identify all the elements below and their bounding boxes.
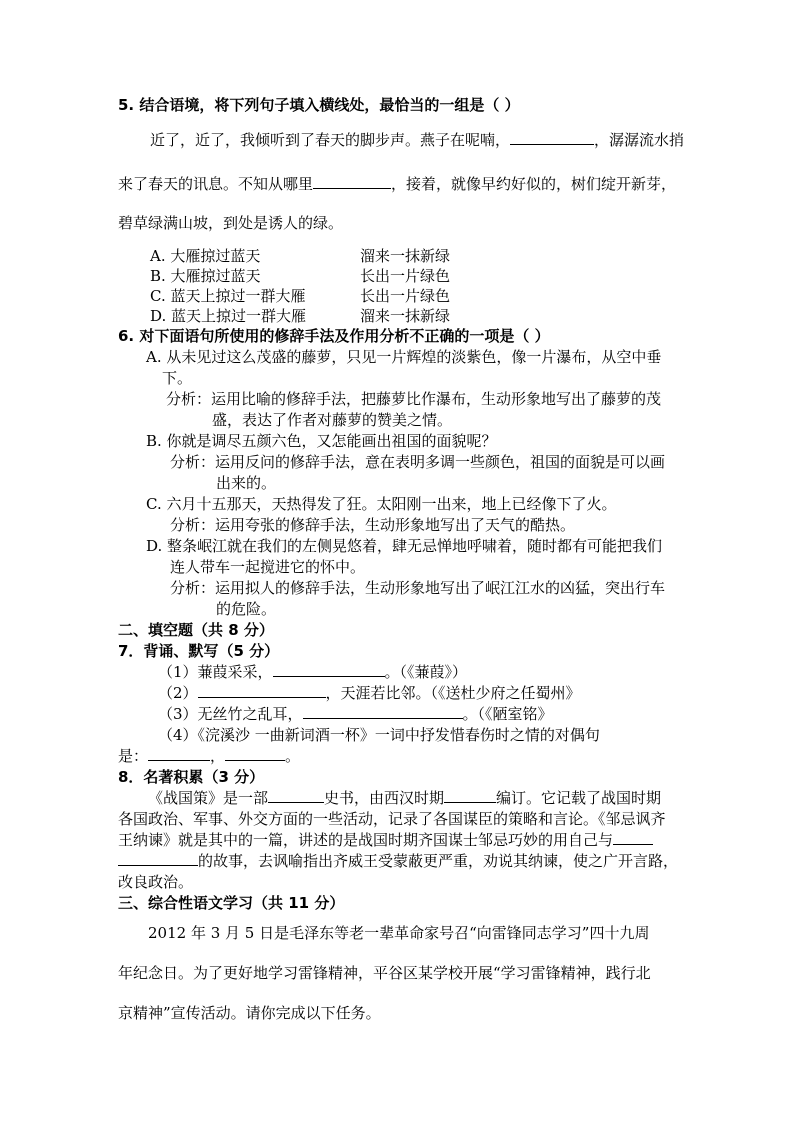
q5-passage-line1 — [150, 130, 684, 150]
q8-line2: 各国政治、军事、外交方面的一些活动，记录了各国谋臣的策略和言论。《邹忌讽齐 — [118, 810, 666, 828]
q6-option-b-analysis2: 出来的。 — [216, 474, 277, 492]
q8-text: 编订。它记载了战国时期 — [496, 789, 662, 807]
q6-option-c-analysis: 分析：运用夸张的修辞手法，生动形象地写出了天气的酷热。 — [170, 516, 576, 534]
q7-item-text: 。 — [285, 747, 301, 765]
q7-item-text: （3）无丝竹之乱耳， — [158, 705, 303, 723]
q7-item-4-answer — [118, 746, 300, 766]
q7-blank-3[interactable] — [303, 704, 463, 719]
q8-line5: 改良政治。 — [118, 873, 194, 891]
section3-line3: 京精神”宣传活动。请你完成以下任务。 — [118, 1004, 381, 1022]
q7-item-text: （1）蒹葭采采， — [158, 663, 273, 681]
q5-option-d-label: D. 蓝天上掠过一群大雁 — [150, 307, 307, 325]
section2-title: 二、填空题（共 8 分） — [118, 621, 274, 639]
q8-text: 《战国策》是一部 — [148, 789, 269, 807]
q7-item-text: 。（《蒹葭》） — [384, 663, 468, 681]
q6-option-a-analysis1: 分析：运用比喻的修辞手法，把藤萝比作瀑布，生动形象地写出了藤萝的茂 — [166, 390, 662, 408]
q5-passage-text: ，潺潺流水捎 — [594, 131, 685, 149]
q6-option-c-line1: C. 六月十五那天，天热得发了狂。太阳刚一出来，地上已经像下了火。 — [146, 495, 617, 513]
section3-title: 三、综合性语文学习（共 11 分） — [118, 894, 345, 912]
q8-blank-3a[interactable] — [613, 830, 653, 845]
q5-passage-text: 来了春天的讯息。不知从哪里 — [118, 175, 314, 193]
q8-blank-1[interactable] — [268, 788, 324, 803]
q8-text: 的故事，去讽喻指出齐威王受蒙蔽更严重，劝说其纳谏，使之广开言路， — [198, 852, 679, 870]
q7-item-text: （2） — [158, 684, 198, 702]
q5-passage-text: ，接着，就像早约好似的，树们绽开新芽， — [391, 175, 677, 193]
q6-option-d-analysis2: 的危险。 — [216, 600, 277, 618]
q7-item-4: （4）《浣溪沙 一曲新词酒一杯》一词中抒发惜春伤时之情的对偶句 — [158, 726, 600, 744]
q5-option-b-label: B. 大雁掠过蓝天 — [150, 267, 261, 285]
q7-blank-5[interactable] — [225, 746, 285, 761]
q5-passage-line2 — [118, 174, 676, 194]
q6-option-d-line1: D. 整条岷江就在我们的左侧晃悠着，肆无忌惮地呼啸着，随时都有可能把我们 — [146, 537, 663, 555]
section3-line2: 年纪念日。为了更好地学习雷锋精神，平谷区某学校开展“学习雷锋精神，践行北 — [118, 964, 651, 982]
q7-item-2 — [158, 683, 581, 703]
q8-line3 — [118, 830, 653, 850]
q5-passage-line3: 碧草绿满山坡，到处是诱人的绿。 — [118, 214, 344, 232]
q6-option-a-analysis2: 盛，表达了作者对藤萝的赞美之情。 — [212, 411, 453, 429]
q6-option-d-line2: 连人带车一起搅进它的怀中。 — [170, 558, 366, 576]
q8-blank-3b[interactable] — [118, 851, 198, 866]
q6-option-d-analysis1: 分析：运用拟人的修辞手法，生动形象地写出了岷江江水的凶猛，突出行车 — [170, 579, 666, 597]
section3-line1: 2012 年 3 月 5 日是毛泽东等老一辈革命家号召“向雷锋同志学习”四十九周 — [148, 924, 650, 942]
q7-blank-4[interactable] — [148, 746, 210, 761]
q6-option-a-line2: 下。 — [162, 369, 193, 387]
q6-option-b-line1: B. 你就是调尽五颜六色，又怎能画出祖国的面貌呢？ — [146, 432, 497, 450]
q5-blank-2[interactable] — [313, 174, 391, 189]
q7-blank-1[interactable] — [273, 662, 385, 677]
q8-text: 王纳谏》就是其中的一篇，讲述的是战国时期齐国谋士邹忌巧妙的用自己与 — [118, 831, 614, 849]
q7-title: 7．背诵、默写（5 分） — [118, 642, 280, 660]
q5-option-c-label: C. 蓝天上掠过一群大雁 — [150, 287, 306, 305]
q6-title: 6. 对下面语句所使用的修辞手法及作用分析不正确的一项是（ ） — [118, 327, 550, 345]
q7-item-3 — [158, 704, 553, 724]
q8-line1 — [148, 788, 661, 808]
q6-option-b-analysis1: 分析：运用反问的修辞手法，意在表明多调一些颜色，祖国的面貌是可以画 — [170, 453, 666, 471]
q6-option-a-line1: A. 从未见过这么茂盛的藤萝，只见一片辉煌的淡紫色，像一片瀑布，从空中垂 — [146, 348, 662, 366]
q5-option-b-value: 长出一片绿色 — [360, 267, 451, 285]
q5-option-c-value: 长出一片绿色 — [360, 287, 451, 305]
q8-title: 8．名著积累（3 分） — [118, 768, 265, 786]
q7-item-text: ，天涯若比邻。（《送杜少府之任蜀州》 — [325, 684, 581, 702]
q7-item-text: 是： — [118, 747, 149, 765]
q7-item-text: ， — [210, 747, 226, 765]
q8-text: 史书，由西汉时期 — [324, 789, 445, 807]
q7-item-text: 。（《陋室铭》 — [462, 705, 553, 723]
q5-option-a-value: 溜来一抹新绿 — [360, 247, 451, 265]
q7-blank-2[interactable] — [198, 683, 326, 698]
q5-blank-1[interactable] — [510, 130, 594, 145]
q5-option-a-label: A. 大雁掠过蓝天 — [150, 247, 261, 265]
q8-blank-2[interactable] — [444, 788, 496, 803]
q7-item-1 — [158, 662, 467, 682]
q8-line4 — [118, 851, 678, 871]
q5-option-d-value: 溜来一抹新绿 — [360, 307, 451, 325]
q5-title: 5. 结合语境，将下列句子填入横线处，最恰当的一组是（ ） — [118, 96, 520, 114]
q5-passage-text: 近了，近了，我倾听到了春天的脚步声。燕子在呢喃， — [150, 131, 511, 149]
